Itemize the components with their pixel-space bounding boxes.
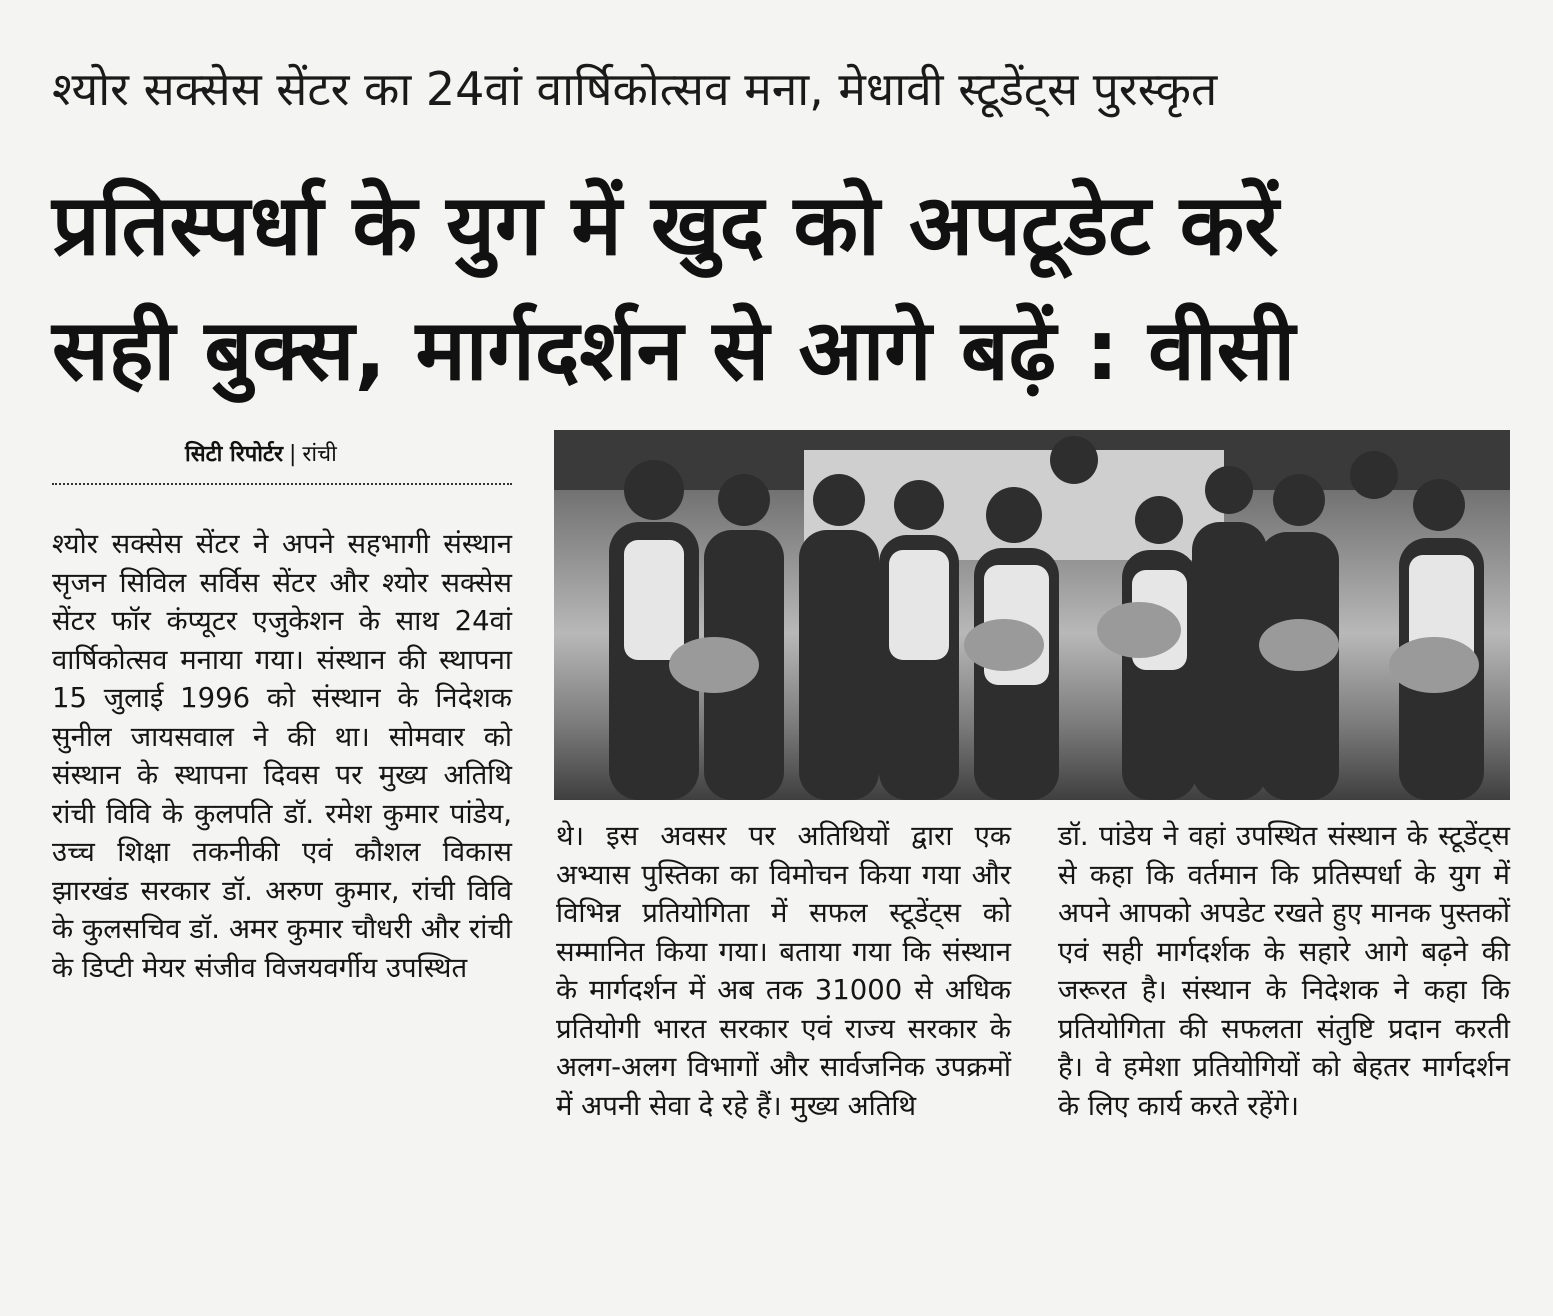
headline-line-2: सही बुक्स, मार्गदर्शन से आगे बढ़ें : वीसी (52, 301, 1296, 399)
article-kicker: श्योर सक्सेस सेंटर का 24वां वार्षिकोत्सव मना, मेधावी स्टूडेंट्स पुरस्कृत (52, 62, 1218, 116)
byline (185, 438, 337, 468)
article-photo (554, 430, 1510, 800)
byline-divider (52, 483, 512, 485)
article-column-1: श्योर सक्सेस सेंटर ने अपने सहभागी संस्थान सृजन सिविल सर्विस सेंटर और श्योर सक्सेस सेंटर फॉर कंप्यूटर एजुकेशन के साथ 24वां वार्षिकोत्सव मनाया गया। संस्थान की स्थापना 15 जुलाई 1996 को संस्थान के निदेशक सुनील जायसवाल ने की था। सोमवार को संस्थान के स्थापना दिवस पर मुख्य अतिथि रांची विवि के कुलपति डॉ. रमेश कुमार पांडेय, उच्च शिक्षा तकनीकी एवं कौशल विकास झारखंड सरकार डॉ. अरुण कुमार, रांची विवि के कुलसचिव डॉ. अमर कुमार चौधरी और रांची के डिप्टी मेयर संजीव विजयवर्गीय उपस्थित (52, 528, 512, 984)
group-photo-illustration (554, 430, 1510, 800)
byline-place: रांची (302, 442, 337, 467)
article-column-2: थे। इस अवसर पर अतिथियों द्वारा एक अभ्यास पुस्तिका का विमोचन किया गया और विभिन्न प्रतियोगिता में सफल स्टूडेंट्स को सम्मानित किया गया। बताया गया कि संस्थान के मार्गदर्शन में अब तक 31000 से अधिक प्रतियोगी भारत सरकार एवं राज्य सरकार के अलग-अलग विभागों और सार्वजनिक उपक्रमों में अपनी सेवा दे रहे हैं। मुख्य अतिथि (556, 820, 1011, 1122)
article-column-3: डॉ. पांडेय ने वहां उपस्थित संस्थान के स्टूडेंट्स से कहा कि वर्तमान कि प्रतिस्पर्धा के युग में अपने आपको अपडेट रखते हुए मानक पुस्तकों एवं सही मार्गदर्शक के सहारे आगे बढ़ने की जरूरत है। संस्थान के निदेशक ने कहा कि प्रतियोगिता की सफलता संतुष्टि प्रदान करती है। वे हमेशा प्रतियोगियों को बेहतर मार्गदर्शन के लिए कार्य करते रहेंगे। (1058, 820, 1510, 1122)
byline-author: सिटी रिपोर्टर (185, 442, 283, 467)
headline-line-1: प्रतिस्पर्धा के युग में खुद को अपटूडेट करें (52, 176, 1279, 274)
byline-separator: | (289, 442, 297, 467)
